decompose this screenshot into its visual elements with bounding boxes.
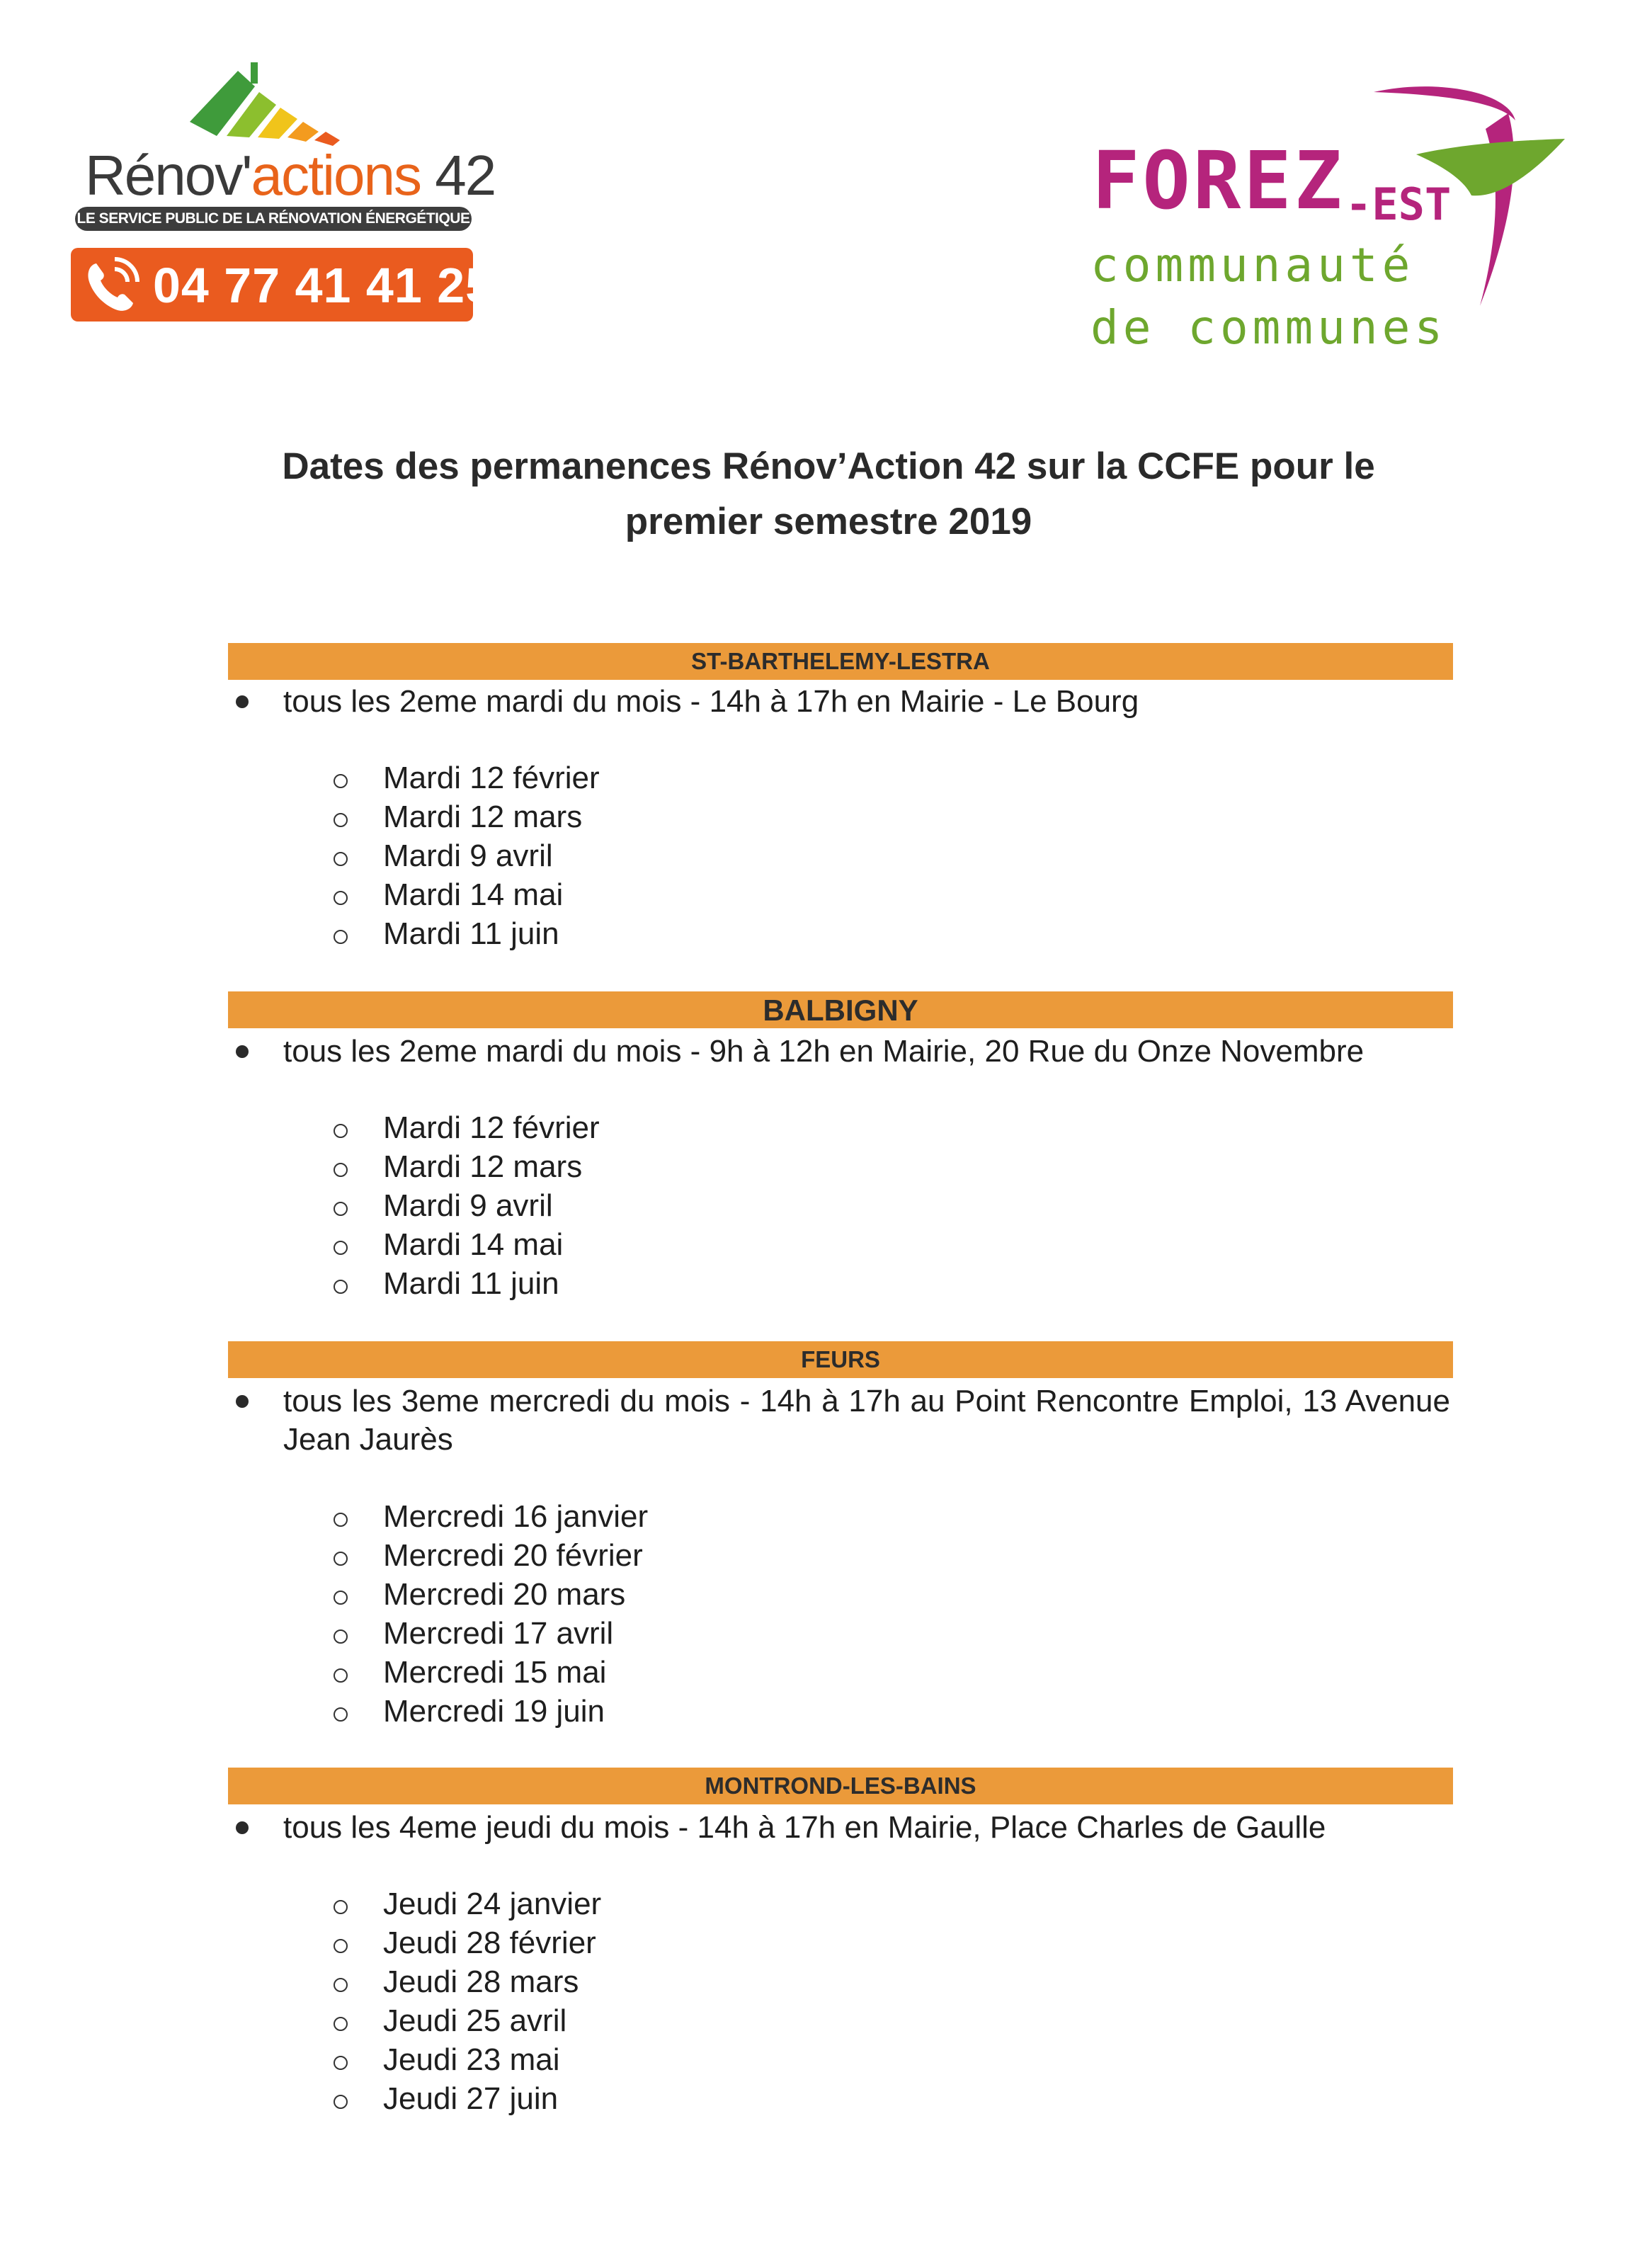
circle-bullet-icon — [334, 1202, 348, 1216]
section-header: ST-BARTHELEMY-LESTRA — [228, 643, 1453, 680]
circle-bullet-icon — [334, 1163, 348, 1177]
title-line-2: premier semestre 2019 — [625, 501, 1032, 542]
bullet-icon — [236, 1395, 249, 1408]
date-item: Mercredi 17 avril — [383, 1616, 614, 1651]
circle-bullet-icon — [334, 1707, 348, 1722]
schedule-description: tous les 2eme mardi du mois - 14h à 17h en Mairie - Le Bourg — [283, 684, 1139, 719]
date-item: Jeudi 25 avril — [383, 2003, 567, 2038]
roof-logo-icon — [190, 58, 360, 150]
schedule-description: tous les 3eme mercredi du mois - 14h à 17h au Point Rencontre Emploi, 13 Avenue Jean Jaurès — [283, 1384, 1450, 1457]
circle-bullet-icon — [334, 1513, 348, 1527]
date-item: Jeudi 24 janvier — [383, 1887, 602, 1921]
date-item: Mercredi 20 février — [383, 1538, 643, 1573]
phone-icon — [82, 255, 143, 314]
date-item: Mardi 9 avril — [383, 838, 553, 873]
circle-bullet-icon — [334, 774, 348, 788]
circle-bullet-icon — [334, 1124, 348, 1138]
title-line-1: Dates des permanences Rénov’Action 42 sur la CCFE pour le — [282, 445, 1375, 487]
date-item: Mardi 11 juin — [383, 1266, 559, 1301]
schedule-description: tous les 4eme jeudi du mois - 14h à 17h en Mairie, Place Charles de Gaulle — [283, 1810, 1326, 1845]
renovactions-wordmark: Rénov'actions 42 — [85, 144, 496, 207]
bullet-icon — [236, 1821, 249, 1834]
bullet-icon — [236, 695, 249, 708]
section-header: MONTROND-LES-BAINS — [228, 1768, 1453, 1804]
date-item: Mercredi 20 mars — [383, 1577, 626, 1612]
section-header: FEURS — [228, 1341, 1453, 1378]
date-item: Mardi 12 février — [383, 1110, 600, 1145]
circle-bullet-icon — [334, 930, 348, 944]
date-item: Mercredi 16 janvier — [383, 1499, 649, 1534]
circle-bullet-icon — [334, 2056, 348, 2070]
circle-bullet-icon — [334, 1591, 348, 1605]
date-item: Jeudi 28 février — [383, 1925, 596, 1960]
circle-bullet-icon — [334, 891, 348, 905]
phone-banner — [71, 248, 494, 322]
date-item: Mardi 12 février — [383, 761, 600, 795]
est-wordmark: -EST — [1345, 178, 1452, 230]
date-item: Mardi 14 mai — [383, 1227, 564, 1262]
date-item: Mardi 12 mars — [383, 800, 583, 834]
circle-bullet-icon — [334, 1552, 348, 1566]
communaute-text: communauté — [1090, 238, 1415, 292]
date-item: Jeudi 27 juin — [383, 2081, 559, 2116]
circle-bullet-icon — [334, 1939, 348, 1953]
section-header: BALBIGNY — [228, 991, 1453, 1028]
renovactions-tagline: LE SERVICE PUBLIC DE LA RÉNOVATION ÉNERGÉTIQUE — [75, 207, 472, 231]
date-item: Mardi 14 mai — [383, 877, 564, 912]
circle-bullet-icon — [334, 1978, 348, 1992]
circle-bullet-icon — [334, 2095, 348, 2109]
circle-bullet-icon — [334, 1629, 348, 1644]
forez-est-logo — [1083, 78, 1565, 361]
date-item: Mercredi 15 mai — [383, 1655, 607, 1690]
renovactions-logo — [69, 58, 496, 327]
document-title — [212, 439, 1445, 550]
date-item: Mardi 11 juin — [383, 916, 559, 951]
circle-bullet-icon — [334, 813, 348, 827]
date-item: Jeudi 28 mars — [383, 1964, 579, 1999]
date-item: Mercredi 19 juin — [383, 1694, 605, 1729]
circle-bullet-icon — [334, 1280, 348, 1294]
circle-bullet-icon — [334, 1900, 348, 1914]
de-communes-text: de communes — [1090, 300, 1447, 355]
forez-wordmark: FOREZ — [1092, 135, 1345, 227]
circle-bullet-icon — [334, 1241, 348, 1255]
circle-bullet-icon — [334, 1668, 348, 1683]
bullet-icon — [236, 1045, 249, 1058]
circle-bullet-icon — [334, 852, 348, 866]
date-item: Jeudi 23 mai — [383, 2042, 560, 2077]
schedule-description: tous les 2eme mardi du mois - 9h à 12h en Mairie, 20 Rue du Onze Novembre — [283, 1034, 1365, 1069]
date-item: Mardi 9 avril — [383, 1188, 553, 1223]
circle-bullet-icon — [334, 2017, 348, 2031]
date-item: Mardi 12 mars — [383, 1149, 583, 1184]
phone-number: 04 77 41 41 25 — [153, 258, 494, 313]
